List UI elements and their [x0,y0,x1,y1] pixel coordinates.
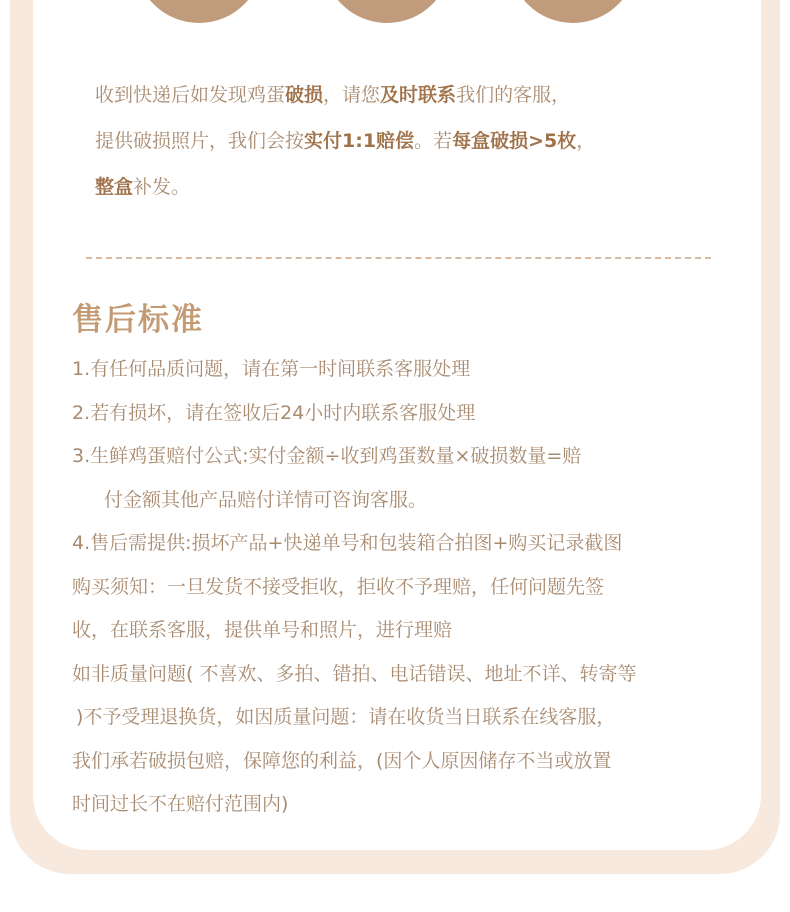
purchase-note-line: 购买须知：一旦发货不接受拒收，拒收不予理赔，任何问题先签 [72,575,605,598]
purchase-note-line: 如非质量问题( 不喜欢、多拍、错拍、电话错误、地址不详、转寄等 [72,662,637,685]
purchase-note-line: 我们承若破损包赔，保障您的利益，(因个人原因储存不当或放置 [72,749,612,772]
rule-line: 3.生鲜鸡蛋赔付公式:实付金额÷收到鸡蛋数量×破损数量=赔 [72,445,582,467]
after-sales-rules [72,348,752,827]
purchase-note-line: )不予受理退换货，如因质量问题：请在收货当日联系在线客服， [76,706,616,728]
purchase-note-line: 时间过长不在赔付范围内) [72,793,289,815]
after-sales-title: 售后标准 [72,302,204,338]
rule-line: 4.售后需提供:损坏产品+快递单号和包装箱合拍图+购买记录截图 [72,532,623,554]
damage-notice [95,72,735,210]
notice-line-1: 收到快递后如发现鸡蛋破损，请您及时联系我们的客服， [95,84,571,106]
dashed-divider [86,257,711,259]
notice-line-3: 整盒补发。 [95,176,191,198]
rule-line: 付金额其他产品赔付详情可咨询客服。 [104,488,428,511]
purchase-note-line: 收，在联系客服，提供单号和照片，进行理赔 [72,619,453,641]
rule-line: 1.有任何品质问题，请在第一时间联系客服处理 [72,358,471,380]
notice-line-2: 提供破损照片，我们会按实付1:1赔偿。若每盒破损>5枚， [95,130,596,152]
rule-line: 2.若有损坏，请在签收后24小时内联系客服处理 [72,401,476,424]
